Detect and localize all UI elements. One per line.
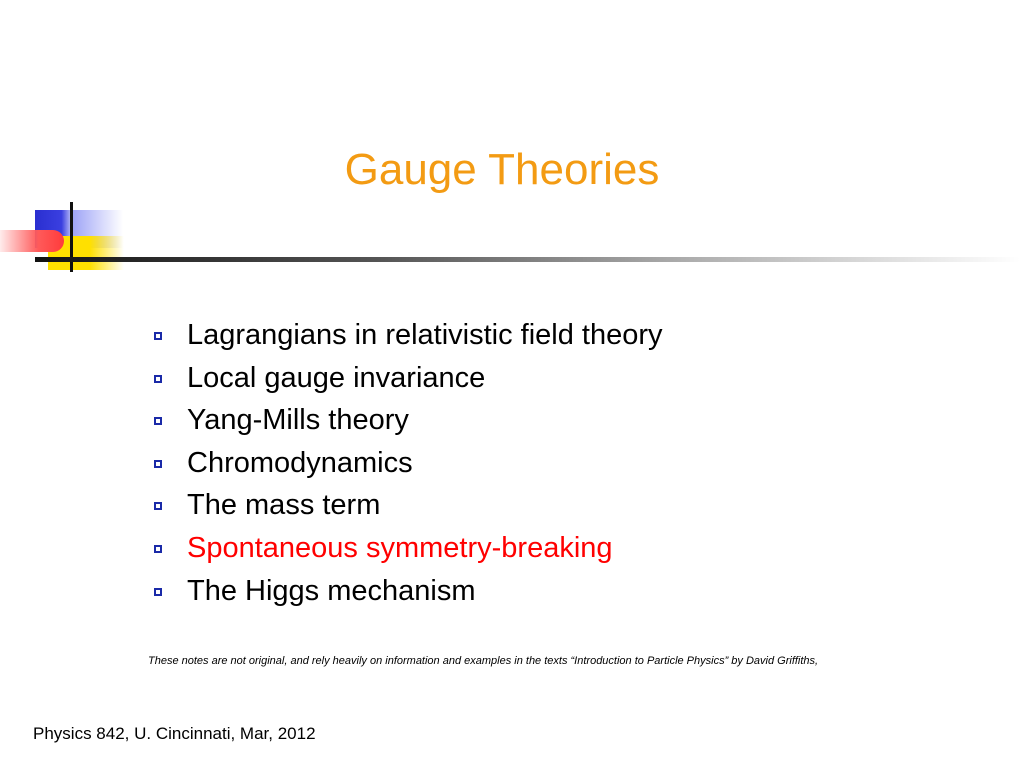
slide-title: Gauge Theories bbox=[344, 145, 660, 194]
list-item bbox=[148, 314, 663, 357]
title-underline-rule bbox=[35, 257, 1020, 262]
list-item bbox=[148, 442, 663, 485]
list-item bbox=[148, 357, 663, 400]
list-item bbox=[148, 484, 663, 527]
list-item bbox=[148, 570, 663, 613]
bullet-text: The mass term bbox=[187, 489, 381, 522]
list-item-highlighted bbox=[148, 527, 663, 570]
hollow-square-icon bbox=[154, 588, 162, 596]
hollow-square-icon bbox=[154, 417, 162, 425]
attribution-note: These notes are not original, and rely heavily on information and examples in the texts “Introduction to Particle Physics” by David Griffiths, bbox=[148, 655, 819, 667]
bullet-text: Yang-Mills theory bbox=[187, 404, 409, 437]
hollow-square-icon bbox=[154, 545, 162, 553]
footer-text: Physics 842, U. Cincinnati, Mar, 2012 bbox=[33, 724, 316, 743]
list-item bbox=[148, 399, 663, 442]
red-bar-decoration bbox=[0, 230, 64, 252]
bullet-text: The Higgs mechanism bbox=[187, 574, 476, 607]
bullet-text: Lagrangians in relativistic field theory bbox=[187, 319, 663, 351]
bullet-list bbox=[148, 314, 663, 612]
title-ornament bbox=[0, 200, 1024, 280]
hollow-square-icon bbox=[154, 375, 162, 383]
bullet-text: Spontaneous symmetry-breaking bbox=[187, 531, 613, 564]
hollow-square-icon bbox=[154, 502, 162, 510]
bullet-text: Local gauge invariance bbox=[187, 361, 486, 394]
bullet-text: Chromodynamics bbox=[187, 446, 413, 479]
hollow-square-icon bbox=[154, 460, 162, 468]
hollow-square-icon bbox=[154, 332, 162, 340]
